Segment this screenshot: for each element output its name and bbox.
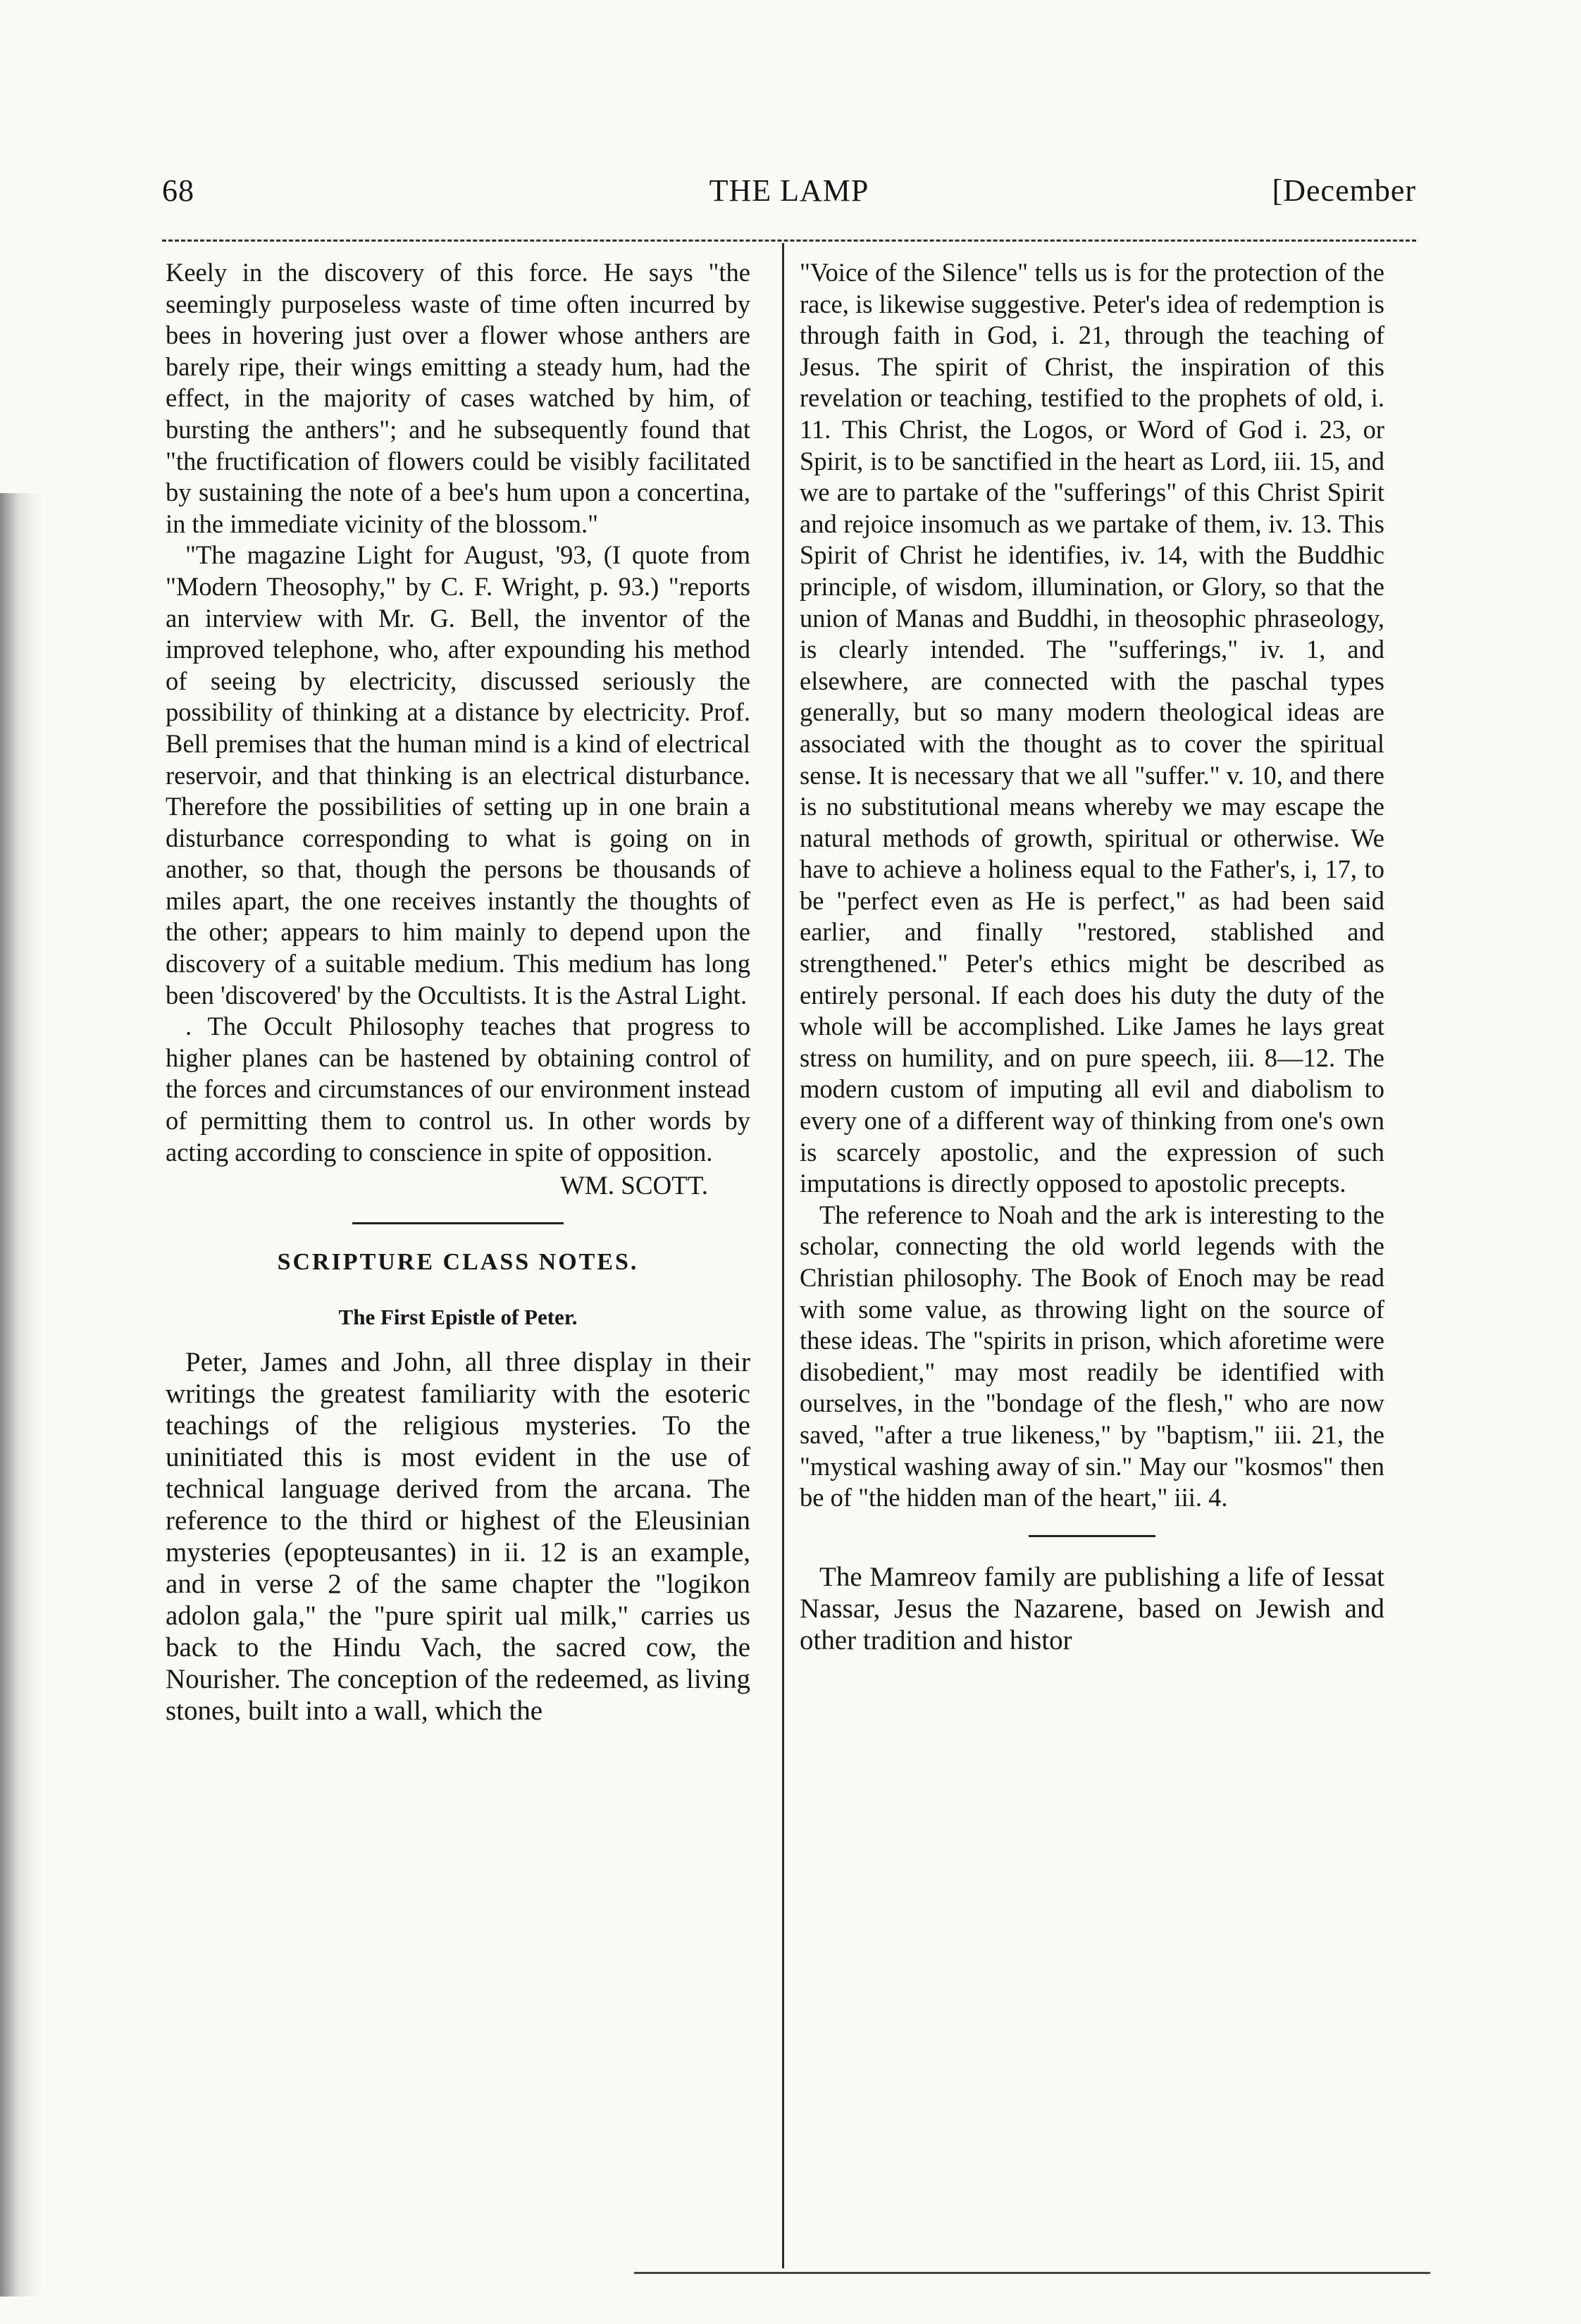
paragraph: "Voice of the Silence" tells us is for the protection of the race, is likewise suggestive. Peter's idea of redemption is through faith in God, i. 21, through the teaching of Jesus. The spirit of Christ, the inspiration of this revelation or teaching, testified to the prophets of old, i. 11. This Christ, the Logos, or Word of God i. 23, or Spirit, is to be sanctified in the heart as Lord, iii. 15, and we are to partake of the "sufferings" of this Christ Spirit and rejoice insomuch as we partake of them, iv. 13. This Spirit of Christ he identifies, iv. 14, with the Buddhic principle, of wisdom, illumination, or Glory, so that the union of Manas and Buddhi, in theosophic phraseology, is clearly intended. The "sufferings," iv. 1, and elsewhere, are connected with the paschal types generally, but so many modern theological ideas are associated with the thought as to cover the spiritual sense. It is necessary that we all "suffer." v. 10, and there is no substitutional means whereby we may escape the natural methods of growth, spiritual or otherwise. We have to achieve a holiness equal to the Father's, i, 17, to be "perfect even as He is perfect," as had been said earlier, and finally "restored, stablished and strengthened." Peter's ethics might be described as entirely personal. If each does his duty the duty of the whole will be accomplished. Like James he lays great stress on humility, and on pure speech, iii. 8—12. The modern custom of imputing all evil and diabolism to every one of a different way of thinking from one's own is scarcely apostolic, and the expression of such imputations is directly opposed to apostolic precepts. bbox=[800, 258, 1384, 1198]
right-column bbox=[800, 257, 1384, 1656]
header-rule bbox=[162, 240, 1416, 242]
paragraph: Peter, James and John, all three display in their writings the greatest familiarity with the esoteric teachings of the religious mysteries. To the uninitiated this is most evident in the use of technical language derived from the arcana. The reference to the third or highest of the Eleusinian mysteries (epopteusantes) in ii. 12 is an example, and in verse 2 of the same chapter the "logikon adolon gala," the "pure spirit ual milk," carries us back to the Hindu Vach, the sacred cow, the Nourisher. The conception of the redeemed, as living stones, built into a wall, which the bbox=[166, 1347, 750, 1726]
paragraph: "The magazine Light for August, '93, (I quote from "Modern Theosophy," by C. F. Wright, p. 93.) "reports an interview with Mr. G. Bell, the inventor of the improved telephone, who, after expounding his method of seeing by electricity, discussed seriously the possibility of thinking at a distance by electricity. Prof. Bell premises that the human mind is a kind of electrical reservoir, and that thinking is an electrical disturbance. Therefore the possibilities of setting up in one brain a disturbance corresponding to what is going on in another, so that, though the persons be thousands of miles apart, the one receives instantly the thoughts of the other; appears to him mainly to depend upon the discovery of a suitable medium. This medium has long been 'discovered' by the Occultists. It is the Astral Light. bbox=[166, 540, 750, 1009]
signature: WM. SCOTT. bbox=[559, 1172, 708, 1201]
paragraph: The reference to Noah and the ark is interesting to the scholar, connecting the old world legends with the Christian philosophy. The Book of Enoch may be read with some value, as throwing light on the source of these ideas. The "spirits in prison, which aforetime were disobedient," may most readily be identified with ourselves, in the "bondage of the flesh," who are now saved, "after a true likeness," by "baptism," iii. 21, the "mystical washing away of sin." May our "kosmos" then be of "the hidden man of the heart," iii. 4. bbox=[800, 1200, 1384, 1512]
journal-title: THE LAMP bbox=[709, 173, 869, 208]
subsection-title: The First Epistle of Peter. bbox=[338, 1305, 578, 1330]
paragraph: Keely in the discovery of this force. He says "the seemingly purposeless waste of time often incurred by bees in hovering just over a flower whose anthers are barely ripe, their wings emitting a steady hum, had the effect, in the majority of cases watched by him, of bursting the anthers"; and he subsequently found that "the fructification of flowers could be visibly facilitated by sustaining the note of a bee's hum upon a concertina, in the immediate vicinity of the blossom." bbox=[166, 258, 750, 538]
scan-edge-shadow bbox=[0, 493, 42, 2297]
notice-rule bbox=[1029, 1535, 1155, 1537]
issue-month: [December bbox=[1272, 173, 1416, 208]
column-divider bbox=[782, 243, 784, 2268]
footer-rule bbox=[634, 2272, 1430, 2274]
paragraph: . The Occult Philosophy teaches that progress to higher planes can be hastened by obtaining control of the forces and circumstances of our environment instead of permitting them to control us. In other words by acting according to conscience in spite of opposition. bbox=[166, 1012, 750, 1167]
left-column bbox=[166, 257, 750, 1727]
section-title: SCRIPTURE CLASS NOTES. bbox=[277, 1248, 639, 1275]
running-header bbox=[162, 173, 1416, 222]
page-number: 68 bbox=[162, 173, 194, 208]
section-rule bbox=[352, 1222, 564, 1224]
notice-paragraph: The Mamreov family are publishing a life of Iessat Nassar, Jesus the Nazarene, based on Jewish and other tradition and histor bbox=[800, 1561, 1384, 1655]
